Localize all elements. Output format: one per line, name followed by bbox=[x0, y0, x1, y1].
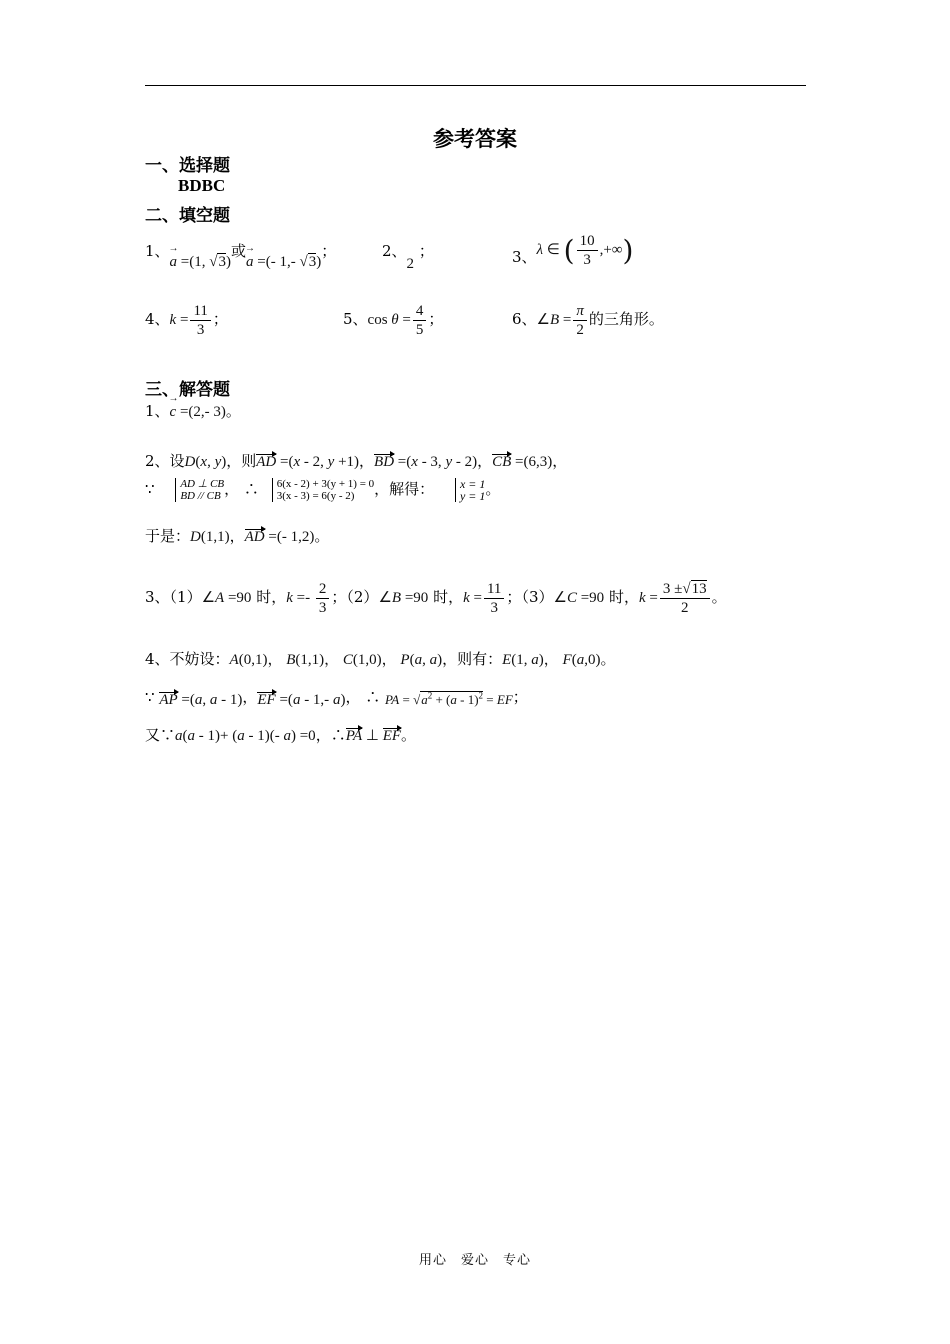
therefore-symbol-3: ∴ bbox=[330, 726, 346, 744]
solve-p2-so: 于是： bbox=[145, 527, 191, 545]
fill-answer-5: 5、cos θ = $\frac{4}{5}$ ； bbox=[343, 303, 444, 338]
section-fill-heading: 二、填空题 bbox=[145, 206, 230, 226]
solve-p4-vec-ef: EF =(a - 1,- a) bbox=[257, 692, 346, 708]
solve-p2-point-d: D(x, y) bbox=[184, 454, 227, 470]
fill-q6-number: 6、 bbox=[512, 309, 537, 328]
fill-q3-formula: λ ∈ ( $\frac{10}{3}$ ,+∞) bbox=[536, 233, 634, 268]
solve-answer-1: 1、c → =(2,- 3)。 bbox=[145, 400, 241, 421]
solve-p3-case2-angle: ∠B =90 bbox=[378, 589, 429, 606]
solve-p2-solve-label: ，解得： bbox=[374, 480, 435, 498]
page-footer: 用心 爱心 专心 bbox=[418, 1253, 531, 1268]
fill-q5-number: 5、 bbox=[343, 309, 368, 328]
page-title: 参考答案 bbox=[433, 126, 517, 151]
solve-p4-also: 又 bbox=[145, 726, 161, 744]
fill-q1-formula-b: a → =(- 1,- √3) bbox=[246, 254, 321, 270]
solve-p3-case3-k: k = $\frac{3 \pm√13}{2}$ bbox=[639, 590, 712, 606]
because-symbol: ∵ bbox=[145, 480, 155, 498]
solve-p2-then: ，则 bbox=[226, 452, 257, 470]
solve-p3-case2-label: （2） bbox=[346, 587, 379, 606]
fill-q4-formula: k = $\frac{11}{3}$ bbox=[170, 312, 213, 328]
fill-answer-3 bbox=[512, 233, 634, 277]
solve-answer-4-line1: 4、不妨设：A(0,1)， B(1,1)， C(1,0)， P(a, a)，则有：E(1, a)， F(a,0)。 bbox=[145, 650, 616, 668]
fill-q3-number: 3、 bbox=[512, 247, 537, 266]
solve-p2-result-ad: AD =(- 1,2) bbox=[244, 529, 315, 545]
solve-p2-equation-system: 6(x - 2) + 3(y + 1) = 0 3(x - 3) = 6(y - 2) bbox=[272, 478, 374, 502]
solve-p1-formula: c → =(2,- 3) bbox=[170, 404, 226, 420]
fill-q6-formula: ∠B = $\frac{\pi}{2}$ bbox=[537, 312, 589, 328]
solve-p2-vec-ad: AD =(x - 2, y +1) bbox=[256, 454, 360, 470]
because-symbol-3: ∵ bbox=[160, 726, 176, 744]
solve-p1-number: 1、 bbox=[145, 402, 170, 420]
fill-answer-4: 4、k = $\frac{11}{3}$ ； bbox=[145, 303, 228, 338]
section-solve-heading: 三、解答题 bbox=[145, 380, 230, 400]
solve-answer-4-line3: 又∵a(a - 1)+ (a - 1)(- a) =0，∴PA ⊥ EF。 bbox=[145, 726, 417, 744]
fill-q1-or: 或 bbox=[230, 242, 246, 260]
solve-answer-2-line2: ∵ AD ⊥ CB BD // CB ， ∴ 6(x - 2) + 3(y + 1) = 0 3(x - 3) = 6(y - 2) ，解得： x = 1 y = 1 。 bbox=[145, 477, 501, 503]
solve-answer-3: 3、（1）∠A =90 时，k =- $\frac{2}{3}$ ；（2）∠B =90 时，k = $\frac{11}{3}$ ；（3）∠C =90 时，k = $\frac{3 \pm√13}{2}$ 。 bbox=[145, 581, 727, 616]
solve-p4-points: A(0,1)， B(1,1)， C(1,0)， P(a, a) bbox=[229, 652, 443, 668]
solve-p2-solution-system: x = 1 y = 1 bbox=[455, 478, 485, 502]
fill-q1-number: 1、 bbox=[145, 242, 170, 260]
solve-answer-2-line3: 于是：D(1,1)，AD =(- 1,2)。 bbox=[145, 527, 330, 545]
solve-p3-case1-angle: ∠A =90 bbox=[201, 589, 252, 606]
solve-p4-number: 4、不妨设： bbox=[145, 650, 230, 668]
solve-p2-result-d: D(1,1) bbox=[190, 529, 230, 545]
fill-q5-formula: cos θ = $\frac{4}{5}$ bbox=[368, 312, 429, 328]
solve-answer-4-line2: ∵ AP =(a, a - 1)，EF =(a - 1,- a)， ∴ PA = $√a^2 + (a - 1)^2$ = EF； bbox=[145, 688, 528, 708]
solve-p3-case3-label: （3） bbox=[521, 587, 554, 606]
solve-p3-case1-k: k =- $\frac{2}{3}$ bbox=[286, 590, 331, 606]
solve-p2-vec-cb: CB =(6,3) bbox=[492, 454, 553, 470]
solve-p4-dot-product: a(a - 1)+ (a - 1)(- a) =0 bbox=[175, 728, 316, 744]
choice-answers: BDBC bbox=[178, 176, 226, 195]
solve-p4-length-pa: PA = $√a^2 + (a - 1)^2$ = EF bbox=[385, 690, 513, 707]
fill-answer-2: 2、2 ； bbox=[382, 242, 434, 272]
solve-p3-when-1: 时， bbox=[256, 587, 287, 606]
solve-answer-2-line1: 2、设D(x, y)，则AD =(x - 2, y +1)，BD =(x - 3, y - 2)，CB =(6,3)， bbox=[145, 452, 568, 470]
fill-q1-formula-a: a → =(1, √3) bbox=[170, 254, 231, 270]
solve-p4-vec-ap: AP =(a, a - 1) bbox=[159, 692, 243, 708]
solve-p4-then: ，则有： bbox=[442, 650, 503, 668]
header-rule bbox=[145, 85, 806, 86]
solve-p3-number: 3、（1） bbox=[145, 587, 202, 606]
solve-p3-when-3: 时， bbox=[608, 587, 639, 606]
therefore-symbol-2: ∴ bbox=[365, 688, 381, 706]
fill-q2-number: 2、 bbox=[382, 242, 407, 260]
fill-answer-6 bbox=[512, 302, 664, 339]
solve-p2-condition-system: AD ⊥ CB BD // CB bbox=[175, 478, 224, 502]
fill-q6-text: 的三角形。 bbox=[588, 309, 664, 328]
solve-p3-case3-angle: ∠C =90 bbox=[553, 589, 605, 606]
solve-p4-points-ef: E(1, a)， F(a,0) bbox=[502, 652, 601, 668]
solve-p3-when-2: 时， bbox=[433, 587, 464, 606]
solve-p2-number: 2、设 bbox=[145, 452, 185, 470]
solve-p4-conclusion: PA ⊥ EF bbox=[345, 728, 402, 744]
therefore-symbol: ∴ bbox=[243, 480, 259, 498]
because-symbol-2: ∵ bbox=[145, 688, 155, 706]
fill-q2-formula: 2 bbox=[406, 256, 415, 272]
fill-q4-number: 4、 bbox=[145, 309, 170, 328]
section-choice-heading: 一、选择题 bbox=[145, 156, 230, 176]
fill-answer-1: 1、a → =(1, √3)或a → =(- 1,- √3)； bbox=[145, 240, 336, 261]
solve-p2-vec-bd: BD =(x - 3, y - 2) bbox=[374, 454, 478, 470]
solve-p3-case2-k: k = $\frac{11}{3}$ bbox=[463, 590, 506, 606]
